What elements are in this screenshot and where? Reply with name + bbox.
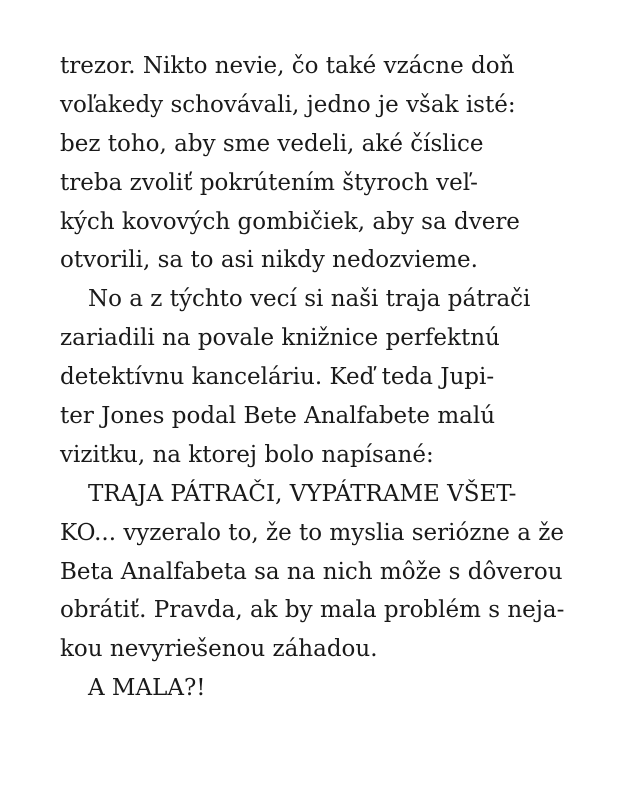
text-line-2: voľakedy schovávali, jedno je však isté: <box>60 91 516 118</box>
text-line-13: KO... vyzeralo to, že to myslia seriózne a že <box>60 519 564 546</box>
text-line-15: obrátiť. Pravda, ak by mala problém s neja- <box>60 597 565 624</box>
text-line-11: vizitku, na ktorej bolo napísané: <box>60 441 434 468</box>
text-line-17: A MALA?! <box>88 675 206 702</box>
text-line-6: otvorili, sa to asi nikdy nedozvieme. <box>60 247 478 274</box>
text-line-16: kou nevyriešenou záhadou. <box>60 636 378 663</box>
text-line-14: Beta Analfabeta sa na nich môže s dôverou <box>60 558 563 585</box>
text-line-1: trezor. Nikto nevie, čo také vzácne doň <box>60 53 515 79</box>
text-line-10: ter Jones podal Bete Analfabete malú <box>60 403 496 430</box>
body-text <box>60 47 600 708</box>
text-line-9: detektívnu kanceláriu. Keď teda Jupi- <box>60 364 495 391</box>
text-line-3: bez toho, aby sme vedeli, aké číslice <box>60 130 484 157</box>
text-line-7: No a z týchto vecí si naši traja pátrači <box>88 286 531 313</box>
text-line-4: treba zvoliť pokrútením štyroch veľ- <box>60 169 478 196</box>
text-line-5: kých kovových gombičiek, aby sa dvere <box>60 208 520 235</box>
text-line-8: zariadili na povale knižnice perfektnú <box>60 325 500 352</box>
text-line-12: TRAJA PÁTRAČI, VYPÁTRAME VŠET- <box>88 480 517 507</box>
